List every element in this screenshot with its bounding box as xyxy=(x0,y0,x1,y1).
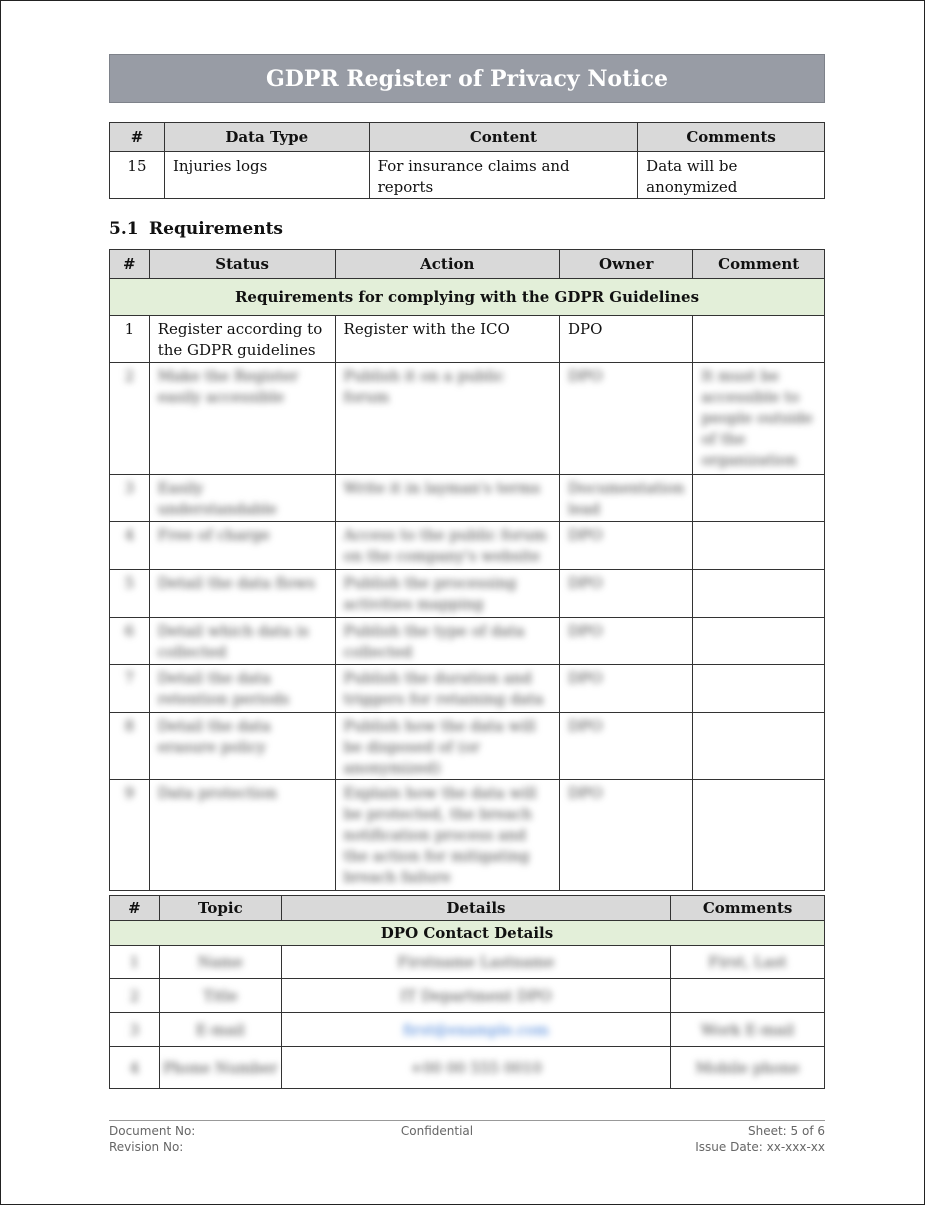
status-cell: Detail which data is collected xyxy=(157,622,309,661)
sheet-number: Sheet: 5 of 6 xyxy=(747,1124,825,1138)
status-cell: Detail the data erasure policy xyxy=(157,717,271,756)
owner-cell: DPO xyxy=(568,784,603,802)
row-number: 1 xyxy=(129,953,140,971)
col-header-data-type: Data Type xyxy=(164,123,369,152)
content-cell: For insurance claims and reports xyxy=(377,157,570,196)
col-header-owner: Owner xyxy=(560,250,693,279)
row-number: 1 xyxy=(124,320,135,338)
row-number: 9 xyxy=(124,784,135,802)
table-row xyxy=(110,1013,825,1047)
section-title: Requirements xyxy=(149,219,284,239)
comment-cell xyxy=(693,570,824,573)
comment-cell: It must be accessible to people outside of the organization xyxy=(701,367,813,469)
page-footer xyxy=(109,1120,825,1155)
comment-cell xyxy=(693,713,824,716)
owner-cell: DPO xyxy=(568,574,603,592)
row-number: 6 xyxy=(124,622,135,640)
details-cell: Firstname Lastname xyxy=(397,953,555,971)
group-row xyxy=(110,921,825,946)
action-cell: Register with the ICO xyxy=(343,320,510,338)
row-number: 4 xyxy=(124,526,135,544)
action-cell: Publish how the data will be disposed of (or anonymized) xyxy=(343,717,536,777)
table-row xyxy=(110,475,825,522)
table-row xyxy=(110,618,825,665)
col-header-comments: Comments xyxy=(671,896,825,921)
email-link[interactable]: first@example.com xyxy=(402,1020,549,1039)
table-row xyxy=(110,152,825,199)
row-number: 3 xyxy=(124,479,135,497)
table-header-row xyxy=(110,123,825,152)
owner-cell: DPO xyxy=(568,717,603,735)
status-cell: Detail the data flows xyxy=(157,574,316,592)
table-row xyxy=(110,979,825,1013)
table-row xyxy=(110,522,825,570)
row-number: 2 xyxy=(129,986,140,1005)
table-header-row xyxy=(110,896,825,921)
comment-cell xyxy=(693,522,824,525)
table-row xyxy=(110,570,825,618)
table-row xyxy=(110,316,825,363)
table-row xyxy=(110,713,825,780)
table-row xyxy=(110,946,825,979)
section-heading xyxy=(109,219,283,239)
revision-number: Revision No: xyxy=(109,1140,184,1154)
comment-cell xyxy=(693,316,824,319)
owner-cell: DPO xyxy=(568,669,603,687)
col-header-comments: Comments xyxy=(638,123,825,152)
row-number: 8 xyxy=(124,717,135,735)
col-header-num: # xyxy=(110,123,165,152)
section-number: 5.1 xyxy=(109,219,139,239)
comment-cell xyxy=(693,475,824,478)
topic-cell: Title xyxy=(203,986,238,1005)
details-cell: +00 00 555 0010 xyxy=(410,1058,542,1077)
comment-cell xyxy=(693,618,824,621)
action-cell: Publish the type of data collected xyxy=(343,622,525,661)
table-header-row xyxy=(110,250,825,279)
row-number: 15 xyxy=(127,157,147,175)
col-header-status: Status xyxy=(149,250,335,279)
topic-cell: Name xyxy=(197,953,243,971)
row-number: 4 xyxy=(129,1058,140,1077)
table-row xyxy=(110,665,825,713)
confidential-label: Confidential xyxy=(400,1124,474,1138)
owner-cell: Documentation lead xyxy=(568,479,685,518)
data-type-cell: Injuries logs xyxy=(172,157,268,175)
col-header-content: Content xyxy=(369,123,638,152)
table-row xyxy=(110,780,825,891)
issue-date: Issue Date: xx-xxx-xx xyxy=(695,1140,825,1154)
data-type-table xyxy=(109,122,825,199)
details-cell: IT Department DPO xyxy=(400,986,552,1005)
comments-cell: Mobile phone xyxy=(695,1058,800,1077)
comments-cell: Data will be anonymized xyxy=(646,157,738,196)
table-row xyxy=(110,1047,825,1089)
comment-cell xyxy=(693,665,824,668)
col-header-num: # xyxy=(110,250,150,279)
col-header-topic: Topic xyxy=(159,896,281,921)
requirements-table xyxy=(109,249,825,891)
action-cell: Access to the public forum on the company's website xyxy=(343,526,547,565)
status-cell: Make the Register easily accessible xyxy=(157,367,299,406)
status-cell: Easily understandable xyxy=(157,479,277,518)
col-header-comment: Comment xyxy=(693,250,825,279)
group-row xyxy=(110,279,825,316)
group-label: DPO Contact Details xyxy=(110,921,825,946)
table-row xyxy=(110,363,825,475)
status-cell: Data protection xyxy=(157,784,278,802)
topic-cell: Phone Number xyxy=(162,1058,278,1077)
col-header-num: # xyxy=(110,896,160,921)
action-cell: Write it in layman's terms xyxy=(343,479,541,497)
action-cell: Publish the processing activities mapping xyxy=(343,574,517,613)
row-number: 5 xyxy=(124,574,135,592)
owner-cell: DPO xyxy=(568,526,603,544)
comment-cell xyxy=(693,780,824,783)
row-number: 3 xyxy=(129,1020,140,1039)
action-cell: Publish the duration and triggers for retaining data xyxy=(343,669,544,708)
action-cell: Publish it on a public forum xyxy=(343,367,505,406)
group-label: Requirements for complying with the GDPR Guidelines xyxy=(110,279,825,316)
comments-cell: Work E-mail xyxy=(700,1020,795,1039)
status-cell: Detail the data retention periods xyxy=(157,669,290,708)
status-cell: Free of charge xyxy=(157,526,270,544)
col-header-details: Details xyxy=(281,896,670,921)
topic-cell: E-mail xyxy=(195,1020,245,1039)
dpo-contact-table xyxy=(109,895,825,1089)
comments-cell: First, Last xyxy=(708,953,787,971)
row-number: 2 xyxy=(124,367,135,385)
owner-cell: DPO xyxy=(568,320,603,338)
status-cell: Register according to the GDPR guidelines xyxy=(157,320,323,359)
col-header-action: Action xyxy=(335,250,559,279)
document-number: Document No: xyxy=(109,1124,196,1138)
page-title: GDPR Register of Privacy Notice xyxy=(109,54,825,103)
action-cell: Explain how the data will be protected, the breach notification process and the action for mitigating breach failure xyxy=(343,784,537,886)
owner-cell: DPO xyxy=(568,622,603,640)
row-number: 7 xyxy=(124,669,135,687)
owner-cell: DPO xyxy=(568,367,603,385)
